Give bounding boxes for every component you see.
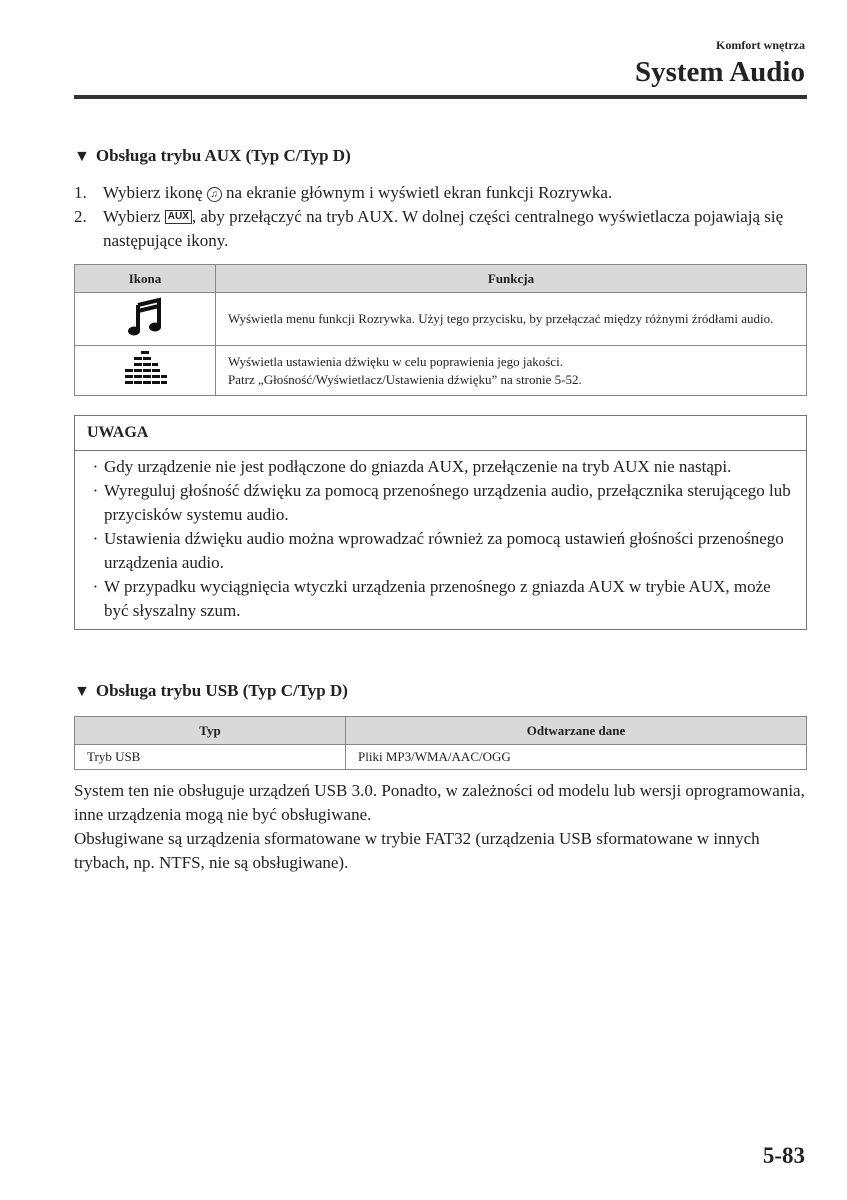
data-cell: Pliki MP3/WMA/AAC/OGG [346,745,807,770]
table-row [75,745,807,770]
music-note-icon [128,297,162,337]
icon-cell [75,293,216,346]
paragraph: Obsługiwane są urządzenia sformatowane w trybie FAT32 (urządzenia USB sformatowane w innych trybach, np. NTFS, nie są obsługiwane). [74,829,760,872]
header-rule [74,95,807,99]
step-2: 2. Wybierz AUX , aby przełączyć na tryb AUX. W dolnej części centralnego wyświetlacza pojawiają się następujące ikony. [74,207,784,250]
type-column-header: Typ [75,717,346,745]
page-number: 5-83 [762,1143,805,1168]
usb-section-title: ▼ Obsługa trybu USB (Typ C/Typ D) [74,681,348,700]
aux-key-icon: AUX [165,210,192,224]
note-bullet: · W przypadku wyciągnięcia wtyczki urządzenia przenośnego z gniazda AUX w trybie AUX, może być słyszalny szum. [92,577,771,620]
icon-column-header: Ikona [75,265,216,293]
note-title: UWAGA [75,416,806,451]
function-column-header: Funkcja [216,265,807,293]
page-title: System Audio [634,56,805,88]
table-row [75,293,807,346]
icon-cell [75,346,216,396]
usb-table [74,716,807,770]
aux-section-title: ▼ Obsługa trybu AUX (Typ C/Typ D) [74,146,351,165]
data-column-header: Odtwarzane dane [346,717,807,745]
equalizer-icon [122,350,168,386]
triangle-marker-icon: ▼ [74,148,90,165]
note-bullet: · Wyreguluj głośność dźwięku za pomocą przenośnego urządzenia audio, przełącznika sterującego lub przycisków systemu audio. [92,481,791,524]
note-bullet: · Ustawienia dźwięku audio można wprowadzać również za pomocą ustawień głośności przenośnego urządzenia audio. [92,529,784,572]
type-cell: Tryb USB [75,745,346,770]
note-bullet: · Gdy urządzenie nie jest podłączone do gniazda AUX, przełączenie na tryb AUX nie nastąpi. [92,457,732,476]
aux-steps [74,181,807,253]
chapter-label: Komfort wnętrza [716,38,805,52]
note-box [74,415,807,630]
paragraph: System ten nie obsługuje urządzeń USB 3.0. Ponadto, w zależności od modelu lub wersji oprogramowania, inne urządzenia mogą nie być obsługiwane. [74,781,805,824]
entertainment-note-icon: ♫ [207,187,222,202]
description-cell: Wyświetla menu funkcji Rozrywka. Użyj tego przycisku, by przełączać między różnymi źródłami audio. [216,293,807,346]
table-row [75,346,807,396]
step-1: 1. Wybierz ikonę ♫ na ekranie głównym i wyświetl ekran funkcji Rozrywka. [74,183,613,202]
triangle-marker-icon: ▼ [74,683,90,700]
icon-table [74,264,807,396]
usb-notes [74,779,807,875]
description-cell: Wyświetla ustawienia dźwięku w celu poprawienia jego jakości. Patrz „Głośność/Wyświetlacz/Ustawienia dźwięku” na stronie 5-52. [216,346,807,396]
